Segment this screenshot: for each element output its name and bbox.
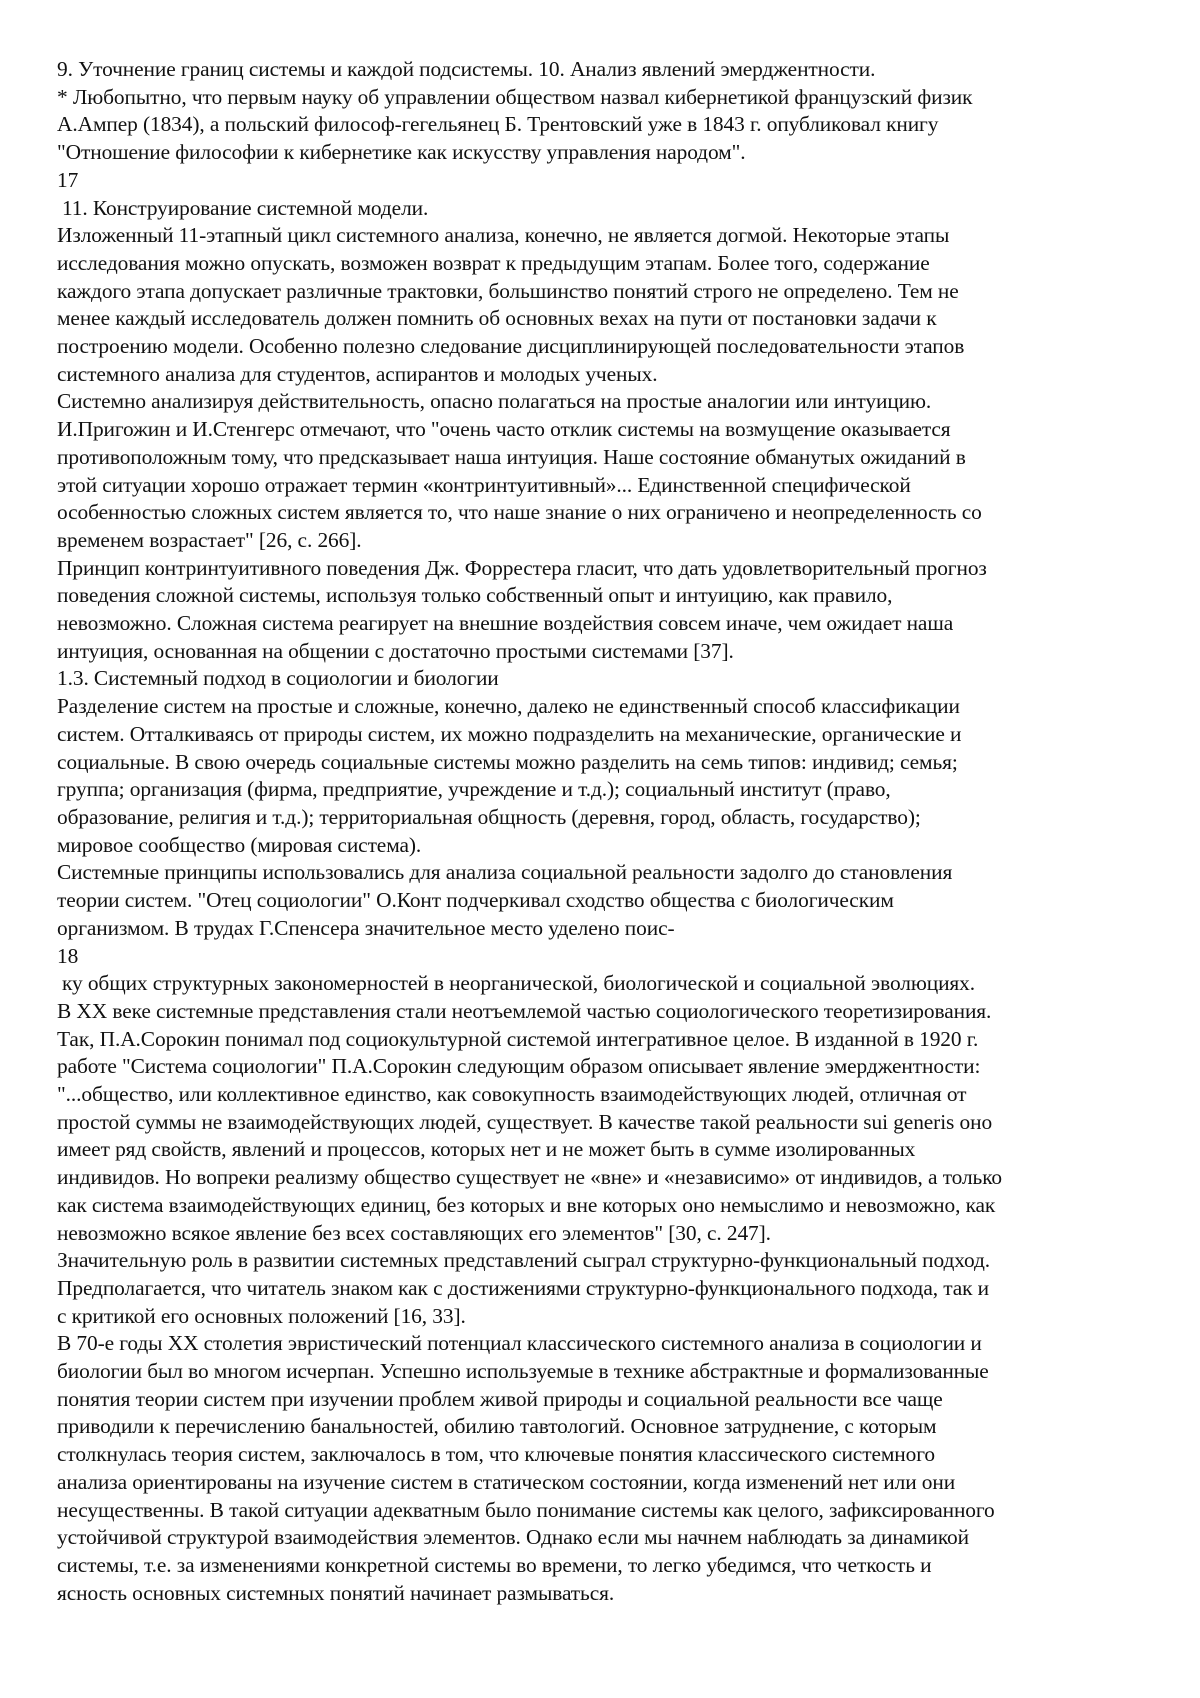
text-line: Принцип контринтуитивного поведения Дж. Форрестера гласит, что дать удовлетворительный прогноз: [57, 555, 1167, 583]
footnote-line: А.Ампер (1834), а польский философ-гегельянец Б. Трентовский уже в 1843 г. опубликовал книгу: [57, 111, 1167, 139]
text-line: В XX веке системные представления стали неотъемлемой частью социологического теоретизирования.: [57, 998, 1167, 1026]
text-line: систем. Отталкиваясь от природы систем, их можно подразделить на механические, органические и: [57, 721, 1167, 749]
text-line: Изложенный 11-этапный цикл системного анализа, конечно, не является догмой. Некоторые этапы: [57, 222, 1167, 250]
text-line: 9. Уточнение границ системы и каждой подсистемы. 10. Анализ явлений эмерджентности.: [57, 56, 1167, 84]
text-line: Значительную роль в развитии системных представлений сыграл структурно-функциональный подход.: [57, 1247, 1167, 1275]
text-line: поведения сложной системы, используя только собственный опыт и интуицию, как правило,: [57, 582, 1167, 610]
text-line: этой ситуации хорошо отражает термин «контринтуитивный»... Единственной специфической: [57, 472, 1167, 500]
text-line: ку общих структурных закономерностей в неорганической, биологической и социальной эволюциях.: [57, 970, 1167, 998]
text-line: организмом. В трудах Г.Спенсера значительное место уделено поис-: [57, 915, 1167, 943]
page-number: 18: [57, 943, 1167, 971]
text-line: несущественны. В такой ситуации адекватным было понимание системы как целого, зафиксированного: [57, 1497, 1167, 1525]
text-line: образование, религия и т.д.); территориальная общность (деревня, город, область, государство);: [57, 804, 1167, 832]
text-line: имеет ряд свойств, явлений и процессов, которых нет и не может быть в сумме изолированных: [57, 1136, 1167, 1164]
text-line: системного анализа для студентов, аспирантов и молодых ученых.: [57, 361, 1167, 389]
text-line: Системно анализируя действительность, опасно полагаться на простые аналогии или интуицию.: [57, 388, 1167, 416]
text-line: 11. Конструирование системной модели.: [57, 195, 1167, 223]
text-line: каждого этапа допускает различные трактовки, большинство понятий строго не определено. Тем не: [57, 278, 1167, 306]
text-line: построению модели. Особенно полезно следование дисциплинирующей последовательности этапов: [57, 333, 1167, 361]
text-line: И.Пригожин и И.Стенгерс отмечают, что "очень часто отклик системы на возмущение оказывается: [57, 416, 1167, 444]
text-line: понятия теории систем при изучении проблем живой природы и социальной реальности все чаще: [57, 1386, 1167, 1414]
text-line: системы, т.е. за изменениями конкретной системы во времени, то легко убедимся, что четкость и: [57, 1552, 1167, 1580]
text-line: устойчивой структурой взаимодействия элементов. Однако если мы начнем наблюдать за динамикой: [57, 1524, 1167, 1552]
text-line: исследования можно опускать, возможен возврат к предыдущим этапам. Более того, содержание: [57, 250, 1167, 278]
text-line: группа; организация (фирма, предприятие, учреждение и т.д.); социальный институт (право,: [57, 776, 1167, 804]
text-line: социальные. В свою очередь социальные системы можно разделить на семь типов: индивид; семья;: [57, 749, 1167, 777]
text-line: мировое сообщество (мировая система).: [57, 832, 1167, 860]
text-line: биологии был во многом исчерпан. Успешно используемые в технике абстрактные и формализованные: [57, 1358, 1167, 1386]
page-number: 17: [57, 167, 1167, 195]
text-line: невозможно. Сложная система реагирует на внешние воздействия совсем иначе, чем ожидает наша: [57, 610, 1167, 638]
text-line: интуиция, основанная на общении с достаточно простыми системами [37].: [57, 638, 1167, 666]
text-line: столкнулась теория систем, заключалось в том, что ключевые понятия классического системного: [57, 1441, 1167, 1469]
text-line: Системные принципы использовались для анализа социальной реальности задолго до становления: [57, 859, 1167, 887]
text-line: невозможно всякое явление без всех составляющих его элементов" [30, с. 247].: [57, 1220, 1167, 1248]
text-line: В 70-е годы XX столетия эвристический потенциал классического системного анализа в социологии и: [57, 1330, 1167, 1358]
text-line: приводили к перечислению банальностей, обилию тавтологий. Основное затруднение, с которым: [57, 1413, 1167, 1441]
text-line: с критикой его основных положений [16, 33].: [57, 1303, 1167, 1331]
text-line: работе "Система социологии" П.А.Сорокин следующим образом описывает явление эмерджентности:: [57, 1053, 1167, 1081]
text-line: особенностью сложных систем является то, что наше знание о них ограничено и неопределенность со: [57, 499, 1167, 527]
text-line: Так, П.А.Сорокин понимал под социокультурной системой интегративное целое. В изданной в 1920 г.: [57, 1026, 1167, 1054]
section-heading: 1.3. Системный подход в социологии и биологии: [57, 665, 1167, 693]
text-line: простой суммы не взаимодействующих людей, существует. В качестве такой реальности sui generis оно: [57, 1109, 1167, 1137]
text-line: временем возрастает" [26, с. 266].: [57, 527, 1167, 555]
text-line: менее каждый исследователь должен помнить об основных вехах на пути от постановки задачи к: [57, 305, 1167, 333]
text-line: Предполагается, что читатель знаком как с достижениями структурно-функционального подхода, так и: [57, 1275, 1167, 1303]
text-line: анализа ориентированы на изучение систем в статическом состоянии, когда изменений нет или они: [57, 1469, 1167, 1497]
footnote-line: "Отношение философии к кибернетике как искусству управления народом".: [57, 139, 1167, 167]
text-line: как система взаимодействующих единиц, без которых и вне которых оно немыслимо и невозможно, как: [57, 1192, 1167, 1220]
text-line: теории систем. "Отец социологии" О.Конт подчеркивал сходство общества с биологическим: [57, 887, 1167, 915]
text-line: противоположным тому, что предсказывает наша интуиция. Наше состояние обманутых ожиданий в: [57, 444, 1167, 472]
document-page: [57, 56, 1167, 1607]
text-line: "...общество, или коллективное единство, как совокупность взаимодействующих людей, отличная от: [57, 1081, 1167, 1109]
text-line: Разделение систем на простые и сложные, конечно, далеко не единственный способ классификации: [57, 693, 1167, 721]
footnote-line: * Любопытно, что первым науку об управлении обществом назвал кибернетикой французский физик: [57, 84, 1167, 112]
text-line: индивидов. Но вопреки реализму общество существует не «вне» и «независимо» от индивидов, а только: [57, 1164, 1167, 1192]
text-line: ясность основных системных понятий начинает размываться.: [57, 1580, 1167, 1608]
